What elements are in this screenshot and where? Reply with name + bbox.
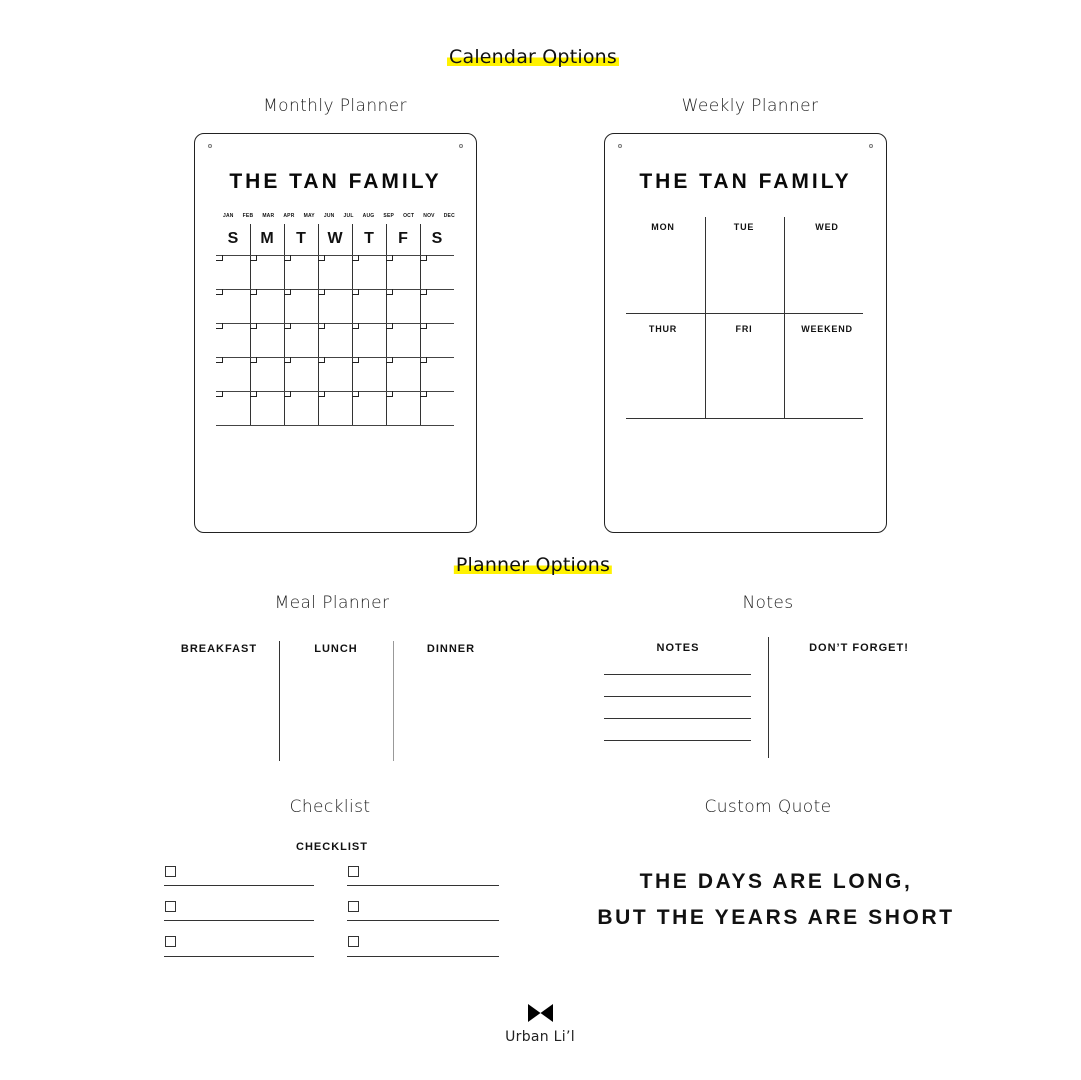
checklist-line [164,956,314,957]
mount-hole [459,144,463,148]
divider [393,641,394,761]
day-label-thur: THUR [648,324,678,334]
date-tick [352,323,359,329]
note-line [604,740,751,741]
planner-options-heading: Planner Options [455,554,611,576]
monthly-planner-title: Monthly Planner [263,96,407,116]
note-line [604,696,751,697]
mount-hole [618,144,622,148]
date-tick [386,357,393,363]
date-tick [216,323,223,329]
day-label-wed: WED [815,222,839,232]
month-row [223,213,455,219]
dont-forget-label: DON’T FORGET! [809,642,909,654]
month-label: OCT [403,213,415,219]
date-tick [284,289,291,295]
grid-line [705,217,706,419]
date-tick [352,357,359,363]
mount-hole [208,144,212,148]
month-label: DEC [443,213,455,219]
board-title: THE TAN FAMILY [639,170,852,193]
checklist-line [347,885,499,886]
divider [768,637,769,758]
date-tick [318,357,325,363]
checklist-line [347,956,499,957]
brand-name: Urban Li’l [505,1029,575,1045]
date-tick [318,289,325,295]
meal-label-lunch: LUNCH [314,643,358,655]
date-tick [250,391,257,397]
checkbox [165,936,176,947]
date-tick [250,323,257,329]
date-tick [420,391,427,397]
date-tick [250,255,257,261]
date-tick [420,357,427,363]
bow-tie-icon [528,1004,553,1022]
note-line [604,718,751,719]
date-tick [216,289,223,295]
month-label: MAY [303,213,315,219]
checklist-line [164,920,314,921]
month-label: SEP [383,213,395,219]
meal-planner-title: Meal Planner [274,593,390,613]
weekday-label: F [398,230,408,247]
weekday-header [216,230,454,248]
checklist-line [347,920,499,921]
date-tick [420,255,427,261]
month-label: JAN [223,213,234,219]
checkbox [165,901,176,912]
quote-line-1: THE DAYS ARE LONG, [639,870,913,893]
date-tick [352,289,359,295]
grid-line [784,217,785,419]
weekday-label: T [364,230,374,247]
date-tick [284,255,291,261]
date-tick [318,391,325,397]
day-label-fri: FRI [735,324,753,334]
date-tick [284,323,291,329]
date-tick [352,391,359,397]
day-label-tue: TUE [733,222,755,232]
checkbox [348,936,359,947]
day-label-mon: MON [651,222,675,232]
grid-line [216,425,454,426]
monthly-planner-board [194,133,477,533]
weekly-planner-board [604,133,887,533]
custom-quote-title: Custom Quote [704,797,832,817]
divider [279,641,280,761]
date-tick [420,323,427,329]
checklist-title: Checklist [289,797,371,817]
checkbox [348,901,359,912]
note-line [604,674,751,675]
weekday-label: T [296,230,306,247]
date-tick [216,357,223,363]
meal-label-dinner: DINNER [426,643,476,655]
date-tick [386,289,393,295]
month-label: FEB [242,213,254,219]
grid-line [626,418,863,419]
date-tick [386,391,393,397]
date-tick [284,357,291,363]
date-tick [386,323,393,329]
board-title: THE TAN FAMILY [229,170,442,193]
meal-label-breakfast: BREAKFAST [180,643,258,655]
date-tick [318,323,325,329]
weekday-label: M [260,230,274,247]
month-label: MAR [262,213,275,219]
weekday-label: S [227,230,239,247]
date-tick [216,391,223,397]
date-tick [250,289,257,295]
notes-title: Notes [742,593,794,613]
date-tick [318,255,325,261]
weekly-planner-title: Weekly Planner [681,96,819,116]
weekday-label: S [431,230,443,247]
month-label: APR [283,213,295,219]
quote-line-2: BUT THE YEARS ARE SHORT [597,906,955,929]
date-tick [216,255,223,261]
checklist-line [164,885,314,886]
day-label-weekend: WEEKEND [801,324,853,334]
checkbox [348,866,359,877]
date-tick [284,391,291,397]
calendar-options-heading: Calendar Options [449,46,617,68]
weekday-label: W [327,230,343,247]
notes-label: NOTES [656,642,700,654]
month-label: NOV [423,213,435,219]
grid-line [626,313,863,314]
checkbox [165,866,176,877]
checklist-label: CHECKLIST [296,841,368,853]
date-tick [420,289,427,295]
month-label: AUG [362,213,375,219]
month-label: JUN [323,213,335,219]
date-tick [250,357,257,363]
mount-hole [869,144,873,148]
date-tick [352,255,359,261]
date-tick [386,255,393,261]
month-label: JUL [343,213,354,219]
